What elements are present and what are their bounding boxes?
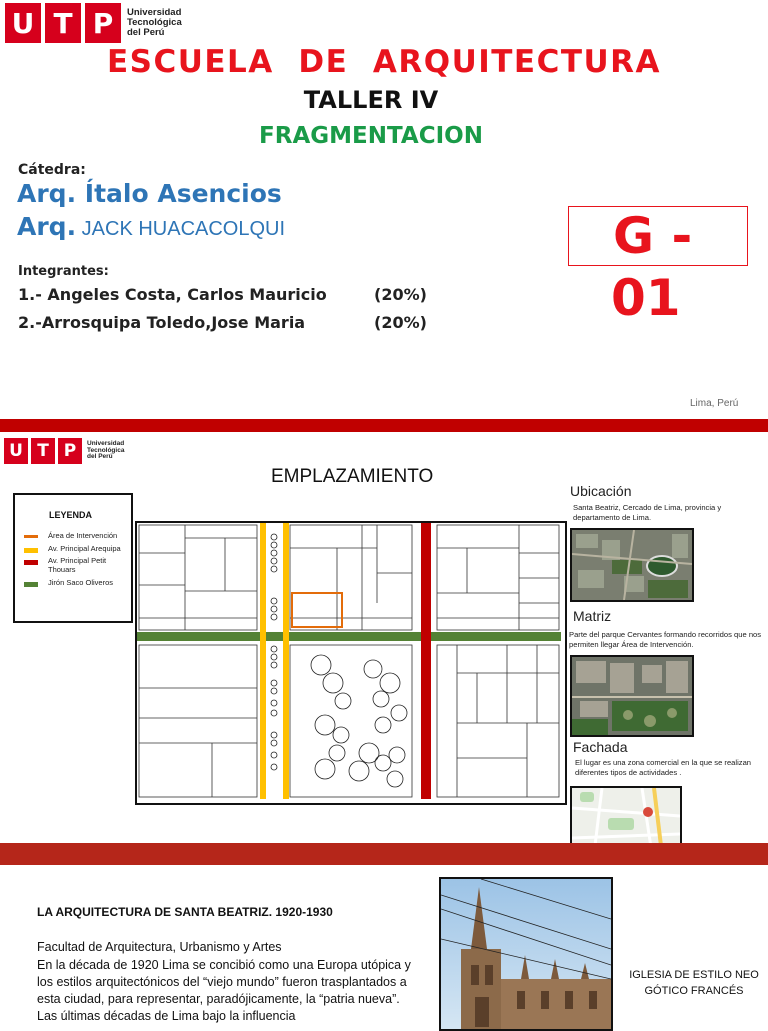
legend-item-intervencion (24, 532, 131, 541)
church-photo (439, 877, 613, 1031)
school-title: ESCUELA DE ARQUITECTURA (106, 44, 662, 80)
legend-title: LEYENDA (49, 510, 93, 520)
professor-1-name: Ítalo Asencios (84, 179, 282, 208)
professor-1-prefix: Arq. (17, 179, 77, 208)
body-paragraph: En la década de 1920 Lima se concibió como una Europa utópica y los estilos arquitectónicos del “viejo mundo” fueron trasplantados a esta ciudad, para representar, paradójicamente, la “patria nueva”. Las últimas décadas de Lima bajo la influencia (37, 958, 411, 1023)
logo-small-letter-p: P (58, 438, 82, 464)
logo-small-text (87, 441, 124, 461)
member-row-1 (18, 285, 327, 304)
fachada-title: Fachada (573, 739, 628, 755)
map-legend (13, 493, 133, 623)
matriz-title: Matriz (573, 608, 612, 624)
logo-text-line1: Universidad (127, 7, 182, 19)
site-plan (135, 521, 567, 805)
legend-swatch-green (24, 582, 38, 587)
faculty-line: Facultad de Arquitectura, Urbanismo y Artes (37, 940, 282, 954)
group-code-line2: 01 (611, 269, 681, 327)
emplazamiento-title: EMPLAZAMIENTO (271, 466, 434, 487)
legend-swatch-orange (24, 535, 38, 538)
church-caption: IGLESIA DE ESTILO NEO GÓTICO FRANCÉS (629, 969, 759, 997)
logo-small-letter-t: T (31, 438, 55, 464)
slide-divider-2 (0, 843, 768, 865)
logo-small-text-line1: Universidad (87, 439, 125, 447)
site-plan-drawing (137, 523, 561, 799)
section-heading: LA ARQUITECTURA DE SANTA BEATRIZ. 1920-1930 (37, 905, 333, 919)
member-1-name: 1.- Angeles Costa, Carlos Mauricio (18, 285, 327, 304)
member-2-pct: (20%) (374, 313, 427, 332)
topic-title: FRAGMENTACION (259, 123, 483, 149)
legend-swatch-yellow (24, 548, 38, 553)
legend-item-arequipa (24, 545, 131, 554)
logo-text (127, 8, 182, 38)
logo-small-text-line3: del Perú (87, 453, 113, 461)
professor-2-prefix: Arq. (17, 212, 77, 241)
utp-logo (5, 3, 182, 43)
professor-1 (17, 179, 282, 208)
professor-2 (17, 212, 285, 241)
ubicacion-desc: Santa Beatriz, Cercado de Lima, provincia y departamento de Lima. (573, 503, 722, 522)
fachada-desc: El lugar es una zona comercial en la que se realizan diferentes tipos de actividades . (575, 758, 752, 777)
legend-label: Av. Principal Arequipa (48, 543, 121, 553)
matriz-desc: Parte del parque Cervantes formando recorridos que nos permiten llegar Área de Intervención. (569, 630, 762, 649)
group-code-line1: G - (613, 207, 693, 265)
legend-swatch-red (24, 560, 38, 565)
members-label: Integrantes: (18, 264, 109, 279)
slide-arquitectura (0, 865, 768, 1024)
logo-small-letter-u: U (4, 438, 28, 464)
utp-logo-small (4, 438, 124, 464)
church-image (441, 879, 611, 1029)
slide-divider-1 (0, 419, 768, 432)
legend-label: Área de Intervención (48, 531, 118, 540)
member-row-2 (18, 313, 305, 332)
legend-label: Jirón Saco Oliveros (48, 577, 114, 587)
professor-2-name: JACK HUACACOLQUI (81, 218, 286, 240)
slide-cover (0, 0, 768, 420)
legend-item-saco-oliveros (24, 579, 131, 588)
member-2-name: 2.-Arrosquipa Toledo,Jose Maria (18, 313, 306, 332)
matriz-aerial-image (572, 657, 692, 735)
ubicacion-aerial-photo (570, 528, 694, 602)
logo-text-line2: Tecnológica (127, 17, 182, 29)
matriz-aerial-photo (570, 655, 694, 737)
logo-small-text-line2: Tecnológica (87, 446, 125, 454)
legend-label: Av. Principal Petit Thouars (48, 556, 107, 574)
ubicacion-aerial-image (572, 530, 692, 600)
location-text: Lima, Perú (690, 398, 739, 409)
legend-item-petit-thouars (24, 557, 131, 574)
member-1-pct: (20%) (374, 285, 427, 304)
logo-letter-u: U (5, 3, 41, 43)
course-title: TALLER IV (303, 86, 439, 114)
catedra-label: Cátedra: (18, 162, 86, 178)
ubicacion-title: Ubicación (570, 483, 632, 499)
logo-letter-t: T (45, 3, 81, 43)
logo-text-line3: del Perú (127, 26, 165, 38)
logo-letter-p: P (85, 3, 121, 43)
